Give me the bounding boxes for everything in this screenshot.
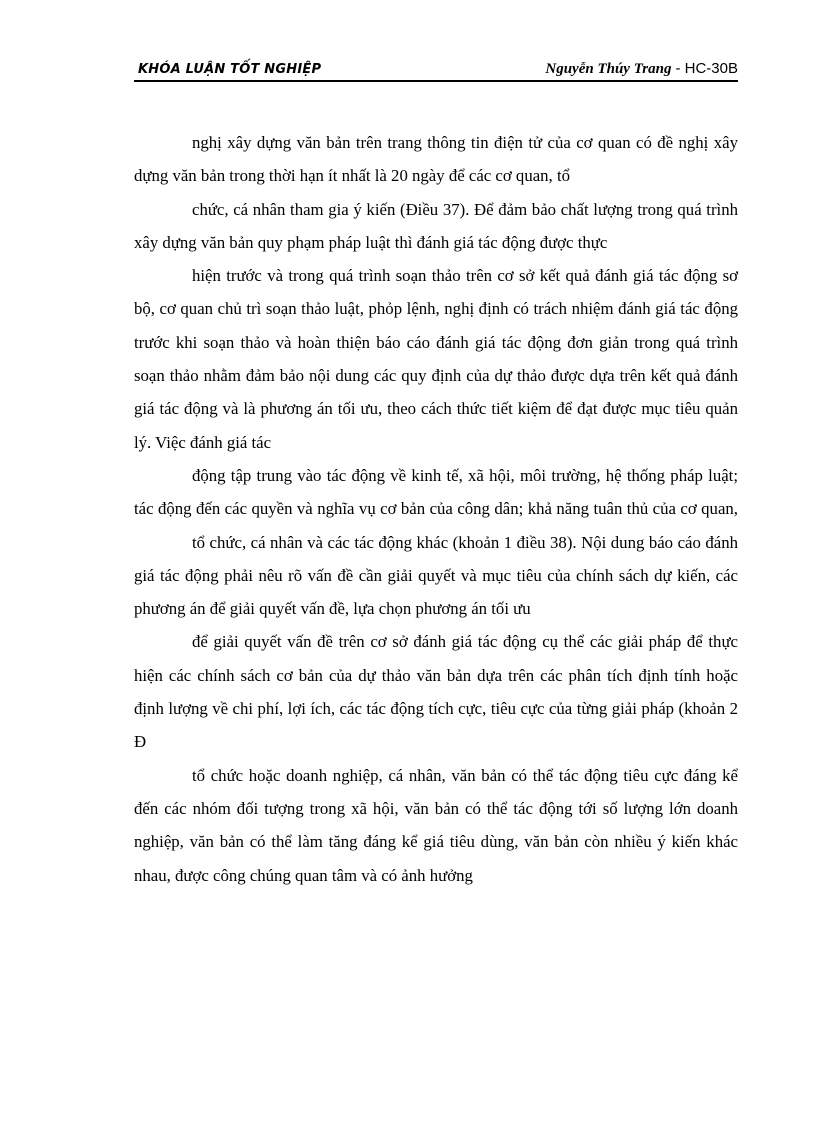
document-body bbox=[134, 126, 738, 892]
paragraph-2: chức, cá nhân tham gia ý kiến (Điều 37). Để đảm bảo chất lượng trong quá trình xây dựng văn bản quy phạm pháp luật thì đánh giá tác động được thực bbox=[134, 199, 738, 252]
header-rule bbox=[134, 80, 738, 82]
page-header bbox=[134, 58, 738, 82]
paragraph-3: hiện trước và trong quá trình soạn thảo trên cơ sở kết quả đánh giá tác động sơ bộ, cơ quan chủ trì soạn thảo luật, phỏp lệnh, nghị định có trách nhiệm đánh giá tác động trước khi soạn thảo và hoàn thiện báo cáo đánh giá tác động đơn giản trong quá trình soạn thảo nhằm đảm bảo nội dung các quy định của dự thảo được dựa trên kết quả đánh giá tác động và là phương án tối ưu, theo cách thức tiết kiệm để đạt được mục tiêu quản lý. Việc đánh giá tác bbox=[134, 266, 738, 452]
header-class-code: - HC-30B bbox=[675, 60, 738, 77]
paragraph-7: tổ chức hoặc doanh nghiệp, cá nhân, văn bản có thể tác động tiêu cực đáng kể đến các nhóm đối tượng trong xã hội, văn bản có thể tác động tới số lượng lớn doanh nghiệp, văn bản có thể làm tăng đáng kể giá tiêu dùng, văn bản còn nhiều ý kiến khác nhau, được công chúng quan tâm và có ảnh hưởng bbox=[134, 765, 738, 885]
paragraph-4: động tập trung vào tác động về kinh tế, xã hội, môi trường, hệ thống pháp luật; tác động đến các quyền và nghĩa vụ cơ bản của công dân; khả năng tuân thủ của cơ quan, bbox=[134, 465, 738, 519]
paragraph-1: nghị xây dựng văn bản trên trang thông tin điện tử của cơ quan có đề nghị xây dựng văn bản trong thời hạn ít nhất là 20 ngày để các cơ quan, tổ bbox=[134, 133, 738, 186]
paragraph-5: tổ chức, cá nhân và các tác động khác (khoản 1 điều 38). Nội dung báo cáo đánh giá tác động phải nêu rõ vấn đề cần giải quyết và mục tiêu của chính sách dự kiến, các phương án để giải quyết vấn đề, lựa chọn phương án tối ưu bbox=[134, 532, 738, 619]
header-thesis-label: KHÓA LUẬN TỐT NGHIỆP bbox=[138, 62, 322, 77]
header-author-block bbox=[545, 60, 738, 78]
paragraph-6: để giải quyết vấn đề trên cơ sở đánh giá tác động cụ thể các giải pháp để thực hiện các chính sách cơ bản của dự thảo văn bản dựa trên các phân tích định tính hoặc định lượng về chi phí, lợi ích, các tác động tích cực, tiêu cực của từng giải pháp (khoản 2 Đ bbox=[134, 632, 738, 752]
header-author: Nguyễn Thúy Trang bbox=[545, 61, 672, 77]
